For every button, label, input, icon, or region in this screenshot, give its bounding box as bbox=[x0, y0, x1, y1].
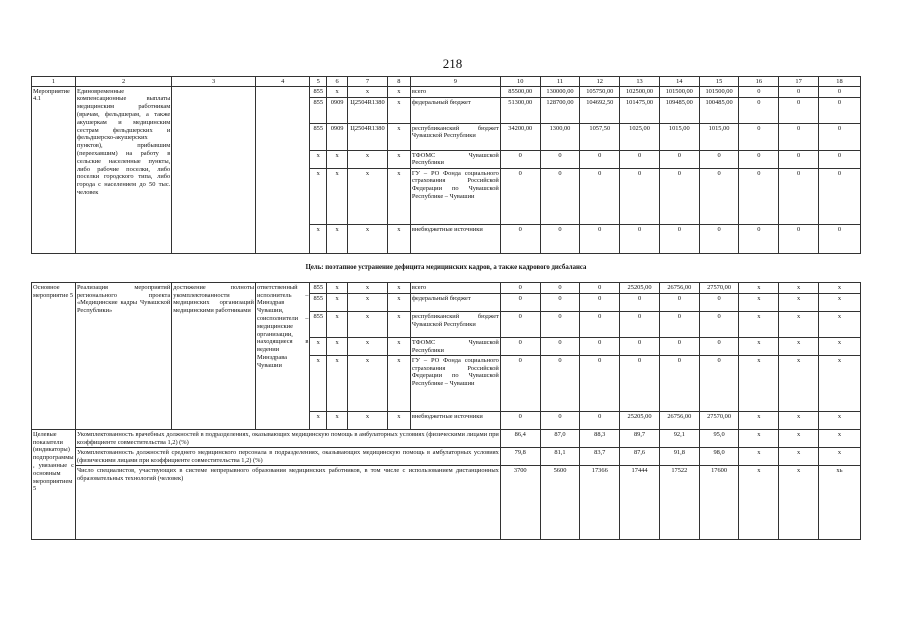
table-cell: х bbox=[387, 225, 410, 254]
table-cell: 1015,00 bbox=[699, 124, 739, 151]
page-number: 218 bbox=[442, 56, 463, 71]
table-cell: х bbox=[348, 87, 388, 98]
indicator-value: 95,0 bbox=[699, 430, 739, 448]
table-cell: х bbox=[327, 87, 348, 98]
table-cell: х bbox=[739, 312, 779, 338]
indicator-value: 92,1 bbox=[659, 430, 699, 448]
header-cell: 11 bbox=[540, 77, 580, 87]
header-cell: 18 bbox=[818, 77, 860, 87]
table-cell: 855 bbox=[310, 124, 327, 151]
table-cell: 0 bbox=[779, 98, 819, 124]
table-cell: 0 bbox=[699, 356, 739, 412]
funding-source: внебюджетные источники bbox=[410, 225, 500, 254]
table-cell: х bbox=[739, 294, 779, 312]
table-cell: 130000,00 bbox=[540, 87, 580, 98]
table-cell: х bbox=[779, 312, 819, 338]
table-cell: 0 bbox=[699, 169, 739, 225]
header-cell: 12 bbox=[580, 77, 620, 87]
table-cell: х bbox=[779, 283, 819, 294]
funding-source: ТФОМС Чувашской Республики bbox=[410, 151, 500, 169]
table-cell: 0 bbox=[659, 169, 699, 225]
table-cell: 51300,00 bbox=[500, 98, 540, 124]
table-cell: 0 bbox=[580, 338, 620, 356]
header-cell: 5 bbox=[310, 77, 327, 87]
table-cell: 0909 bbox=[327, 98, 348, 124]
header-cell: 2 bbox=[75, 77, 171, 87]
indicator-value: 87,0 bbox=[540, 430, 580, 448]
table-cell: х bbox=[327, 169, 348, 225]
table-cell: 0 bbox=[500, 225, 540, 254]
table-cell: 27570,00 bbox=[699, 283, 739, 294]
table-cell: 1057,50 bbox=[580, 124, 620, 151]
budget-table bbox=[31, 76, 861, 540]
indicator-value: х bbox=[779, 448, 819, 466]
table-cell: 0 bbox=[500, 294, 540, 312]
table-cell: Ц2504R1380 bbox=[348, 98, 388, 124]
table-cell: 855 bbox=[310, 312, 327, 338]
table-cell: 34200,00 bbox=[500, 124, 540, 151]
table-cell: х bbox=[387, 283, 410, 294]
table-cell: х bbox=[818, 312, 860, 338]
table-cell: 855 bbox=[310, 98, 327, 124]
table-cell: х bbox=[387, 87, 410, 98]
goal-row bbox=[32, 254, 861, 283]
header-cell: 8 bbox=[387, 77, 410, 87]
table-cell: х bbox=[387, 98, 410, 124]
table-cell: х bbox=[327, 225, 348, 254]
table-cell: 0 bbox=[659, 151, 699, 169]
indicator-value: 3700 bbox=[500, 466, 540, 540]
table-cell: 0 bbox=[500, 283, 540, 294]
table-cell: 0 bbox=[500, 356, 540, 412]
table-cell: х bbox=[779, 338, 819, 356]
table-cell: х bbox=[779, 412, 819, 430]
table-cell: 0 bbox=[580, 294, 620, 312]
table-cell: 0 bbox=[659, 312, 699, 338]
header-cell: 7 bbox=[348, 77, 388, 87]
table-cell: 0 bbox=[818, 151, 860, 169]
indicator-value: 87,6 bbox=[620, 448, 660, 466]
indicator-value: 91,8 bbox=[659, 448, 699, 466]
table-cell: х bbox=[818, 283, 860, 294]
table-cell: х bbox=[387, 356, 410, 412]
header-cell: 3 bbox=[172, 77, 256, 87]
table-cell: х bbox=[327, 312, 348, 338]
table-cell: х bbox=[310, 338, 327, 356]
table-cell: х bbox=[348, 283, 388, 294]
table-cell: 0 bbox=[659, 294, 699, 312]
indicator-value: 17444 bbox=[620, 466, 660, 540]
funding-source: республиканский бюджет Чувашской Республики bbox=[410, 124, 500, 151]
table-cell: 0 bbox=[699, 312, 739, 338]
measure-title: Единовременные компенсационные выплаты медицинским работникам (врачам, фельдшерам, а также акушеркам и медицинским сестрам фельдшерских и фельдшерско-акушерских пунктов), прибывшим (переехавшим) на работу в сельские населенные пункты, либо рабочие поселки, либо поселки городского типа, либо города с населением до 50 тыс. человек bbox=[75, 87, 171, 254]
table-cell: 26756,00 bbox=[659, 283, 699, 294]
table-cell: 25205,00 bbox=[620, 283, 660, 294]
table-cell: х bbox=[348, 225, 388, 254]
table-cell: 0 bbox=[620, 312, 660, 338]
table-cell: 27570,00 bbox=[699, 412, 739, 430]
table-cell: 0 bbox=[699, 294, 739, 312]
table-cell: 0 bbox=[540, 225, 580, 254]
header-cell: 17 bbox=[779, 77, 819, 87]
funding-source: всего bbox=[410, 87, 500, 98]
header-cell: 13 bbox=[620, 77, 660, 87]
table-cell: 0 bbox=[580, 151, 620, 169]
funding-source: ТФОМС Чувашской Республики bbox=[410, 338, 500, 356]
table-cell: х bbox=[327, 412, 348, 430]
table-cell: 0 bbox=[739, 169, 779, 225]
funding-source: ГУ – РО Фонда социального страхования Российской Федерации по Чувашской Республике – Чувашии bbox=[410, 356, 500, 412]
table-cell: 104692,50 bbox=[580, 98, 620, 124]
table-cell: х bbox=[327, 151, 348, 169]
table-cell: 0 bbox=[580, 169, 620, 225]
table-cell: х bbox=[739, 283, 779, 294]
indicator-value: х bbox=[818, 430, 860, 448]
indicator-value: хь bbox=[818, 466, 860, 540]
table-cell: х bbox=[818, 412, 860, 430]
table-cell: 26756,00 bbox=[659, 412, 699, 430]
indicator-value: 79,8 bbox=[500, 448, 540, 466]
table-cell: 0 bbox=[620, 338, 660, 356]
table-cell: х bbox=[348, 169, 388, 225]
table-cell: 0 bbox=[540, 169, 580, 225]
indicator-label: Укомплектованность врачебных должностей в подразделениях, оказывающих медицинскую помощь в амбулаторных условиях (физическими лицами при коэффициенте совместительства 1,2) (%) bbox=[75, 430, 500, 448]
indicator-value: х bbox=[739, 448, 779, 466]
table-cell: х bbox=[739, 338, 779, 356]
table-cell: х bbox=[739, 412, 779, 430]
indicator-value: 17366 bbox=[580, 466, 620, 540]
table-cell: 0 bbox=[659, 225, 699, 254]
indicator-value: 17600 bbox=[699, 466, 739, 540]
table-cell: 0 bbox=[779, 169, 819, 225]
table-cell: 100485,00 bbox=[699, 98, 739, 124]
table-cell: 0 bbox=[540, 283, 580, 294]
table-cell: 1015,00 bbox=[659, 124, 699, 151]
funding-source: федеральный бюджет bbox=[410, 294, 500, 312]
indicator-value: х bbox=[779, 466, 819, 540]
funding-source: республиканский бюджет Чувашской Республики bbox=[410, 312, 500, 338]
table-cell: х bbox=[779, 356, 819, 412]
table-cell: 0 bbox=[818, 225, 860, 254]
measure-goal bbox=[172, 87, 256, 254]
indicator-row bbox=[32, 448, 861, 466]
table-cell: 0 bbox=[739, 151, 779, 169]
measure-code: Мероприятие 4.1 bbox=[32, 87, 76, 254]
indicator-value: 5600 bbox=[540, 466, 580, 540]
header-cell: 4 bbox=[255, 77, 309, 87]
funding-source: всего bbox=[410, 283, 500, 294]
indicator-value: 89,7 bbox=[620, 430, 660, 448]
table-cell: х bbox=[818, 294, 860, 312]
indicator-value: х bbox=[779, 430, 819, 448]
table-cell: х bbox=[310, 225, 327, 254]
table-cell: х bbox=[779, 294, 819, 312]
table-cell: 0 bbox=[540, 312, 580, 338]
table-cell: 855 bbox=[310, 294, 327, 312]
table-cell: х bbox=[387, 338, 410, 356]
table-row bbox=[32, 283, 861, 294]
table-cell: х bbox=[387, 294, 410, 312]
table-cell: 0 bbox=[620, 294, 660, 312]
header-cell: 16 bbox=[739, 77, 779, 87]
table-cell: 0 bbox=[580, 225, 620, 254]
indicator-label: Число специалистов, участвующих в системе непрерывного образования медицинских работников, в том числе с использованием дистанционных образовательных технологий (человек) bbox=[75, 466, 500, 540]
indicator-row bbox=[32, 430, 861, 448]
header-cell: 6 bbox=[327, 77, 348, 87]
funding-source: внебюджетные источники bbox=[410, 412, 500, 430]
table-cell: 101500,00 bbox=[659, 87, 699, 98]
table-cell: 0 bbox=[620, 151, 660, 169]
table-cell: 0909 bbox=[327, 124, 348, 151]
table-cell: х bbox=[387, 151, 410, 169]
header-cell: 1 bbox=[32, 77, 76, 87]
measure-goal: достижение полноты укомплектованности медицинских организаций медицинскими работниками bbox=[172, 283, 256, 430]
table-cell: 1300,00 bbox=[540, 124, 580, 151]
indicator-value: 86,4 bbox=[500, 430, 540, 448]
table-cell: х bbox=[818, 338, 860, 356]
table-cell: 0 bbox=[779, 87, 819, 98]
table-cell: х bbox=[327, 338, 348, 356]
table-cell: 105750,00 bbox=[580, 87, 620, 98]
table-cell: 0 bbox=[739, 98, 779, 124]
table-cell: 0 bbox=[580, 356, 620, 412]
indicator-row bbox=[32, 466, 861, 540]
table-cell: х bbox=[310, 412, 327, 430]
table-cell: 0 bbox=[779, 225, 819, 254]
measure-executor bbox=[255, 87, 309, 254]
table-cell: х bbox=[327, 356, 348, 412]
indicator-value: х bbox=[818, 448, 860, 466]
table-cell: 0 bbox=[818, 124, 860, 151]
header-cell: 10 bbox=[500, 77, 540, 87]
table-cell: 128700,00 bbox=[540, 98, 580, 124]
table-cell: х bbox=[818, 356, 860, 412]
table-cell: 0 bbox=[659, 356, 699, 412]
table-cell: 0 bbox=[620, 169, 660, 225]
table-cell: 25205,00 bbox=[620, 412, 660, 430]
table-cell: 0 bbox=[540, 356, 580, 412]
indicators-caption: Целевые показатели (индикаторы) подпрограммы, увязанные с основным мероприятием 5 bbox=[32, 430, 76, 540]
indicator-value: х bbox=[739, 466, 779, 540]
indicator-value: 88,3 bbox=[580, 430, 620, 448]
table-cell: х bbox=[348, 412, 388, 430]
table-cell: 855 bbox=[310, 87, 327, 98]
table-row bbox=[32, 87, 861, 98]
goal-text: Цель: поэтапное устранение дефицита медицинских кадров, а также кадрового дисбаланса bbox=[32, 254, 861, 283]
indicator-value: 83,7 bbox=[580, 448, 620, 466]
table-cell: Ц2504R1380 bbox=[348, 124, 388, 151]
table-cell: х bbox=[739, 356, 779, 412]
table-cell: 0 bbox=[659, 338, 699, 356]
table-cell: 0 bbox=[580, 312, 620, 338]
table-cell: 0 bbox=[699, 151, 739, 169]
table-cell: 0 bbox=[699, 225, 739, 254]
measure-code: Основное мероприятие 5 bbox=[32, 283, 76, 430]
table-cell: 85500,00 bbox=[500, 87, 540, 98]
table-cell: 0 bbox=[500, 338, 540, 356]
table-cell: 0 bbox=[620, 356, 660, 412]
table-cell: 0 bbox=[739, 87, 779, 98]
table-cell: 0 bbox=[818, 169, 860, 225]
table-cell: х bbox=[348, 338, 388, 356]
table-cell: х bbox=[348, 151, 388, 169]
table-cell: 0 bbox=[540, 294, 580, 312]
table-cell: 0 bbox=[540, 151, 580, 169]
table-cell: 0 bbox=[580, 412, 620, 430]
indicator-value: 98,0 bbox=[699, 448, 739, 466]
measure-executor: ответственный исполнитель – Минздрав Чувашии, соисполнители – медицинские организации, находящиеся в ведении Минздрава Чувашии bbox=[255, 283, 309, 430]
table-cell: 0 bbox=[779, 124, 819, 151]
funding-source: федеральный бюджет bbox=[410, 98, 500, 124]
header-row bbox=[32, 77, 861, 87]
table-cell: 101500,00 bbox=[699, 87, 739, 98]
table-cell: х bbox=[348, 294, 388, 312]
measure-title: Реализация мероприятий регионального проекта «Медицинские кадры Чувашской Республики» bbox=[75, 283, 171, 430]
table-cell: 0 bbox=[540, 412, 580, 430]
table-cell: х bbox=[387, 412, 410, 430]
indicator-value: 17522 bbox=[659, 466, 699, 540]
table-cell: х bbox=[310, 356, 327, 412]
table-cell: х bbox=[387, 169, 410, 225]
table-cell: 102500,00 bbox=[620, 87, 660, 98]
table-cell: х bbox=[310, 151, 327, 169]
table-cell: 0 bbox=[500, 151, 540, 169]
indicator-value: 81,1 bbox=[540, 448, 580, 466]
table-cell: х bbox=[327, 294, 348, 312]
table-cell: х bbox=[310, 169, 327, 225]
table-cell: 855 bbox=[310, 283, 327, 294]
table-cell: х bbox=[327, 283, 348, 294]
table-cell: 0 bbox=[580, 283, 620, 294]
table-cell: 0 bbox=[739, 225, 779, 254]
table-cell: х bbox=[348, 356, 388, 412]
table-cell: 0 bbox=[779, 151, 819, 169]
table-cell: 0 bbox=[699, 338, 739, 356]
table-cell: х bbox=[387, 312, 410, 338]
header-cell: 9 bbox=[410, 77, 500, 87]
table-cell: 0 bbox=[500, 169, 540, 225]
header-cell: 15 bbox=[699, 77, 739, 87]
table-cell: 0 bbox=[620, 225, 660, 254]
funding-source: ГУ – РО Фонда социального страхования Российской Федерации по Чувашской Республике – Чувашии bbox=[410, 169, 500, 225]
header-cell: 14 bbox=[659, 77, 699, 87]
table-cell: 0 bbox=[818, 87, 860, 98]
indicator-label: Укомплектованность должностей среднего медицинского персонала в подразделениях, оказывающих медицинскую помощь в амбулаторных условиях (физическими лицами при коэффициенте совместительства 1,2) (%) bbox=[75, 448, 500, 466]
table-cell: 101475,00 bbox=[620, 98, 660, 124]
table-cell: 1025,00 bbox=[620, 124, 660, 151]
table-cell: 0 bbox=[739, 124, 779, 151]
table-cell: х bbox=[348, 312, 388, 338]
table-cell: 0 bbox=[818, 98, 860, 124]
indicator-value: х bbox=[739, 430, 779, 448]
table-cell: 0 bbox=[500, 312, 540, 338]
table-cell: х bbox=[387, 124, 410, 151]
table-cell: 0 bbox=[540, 338, 580, 356]
table-cell: 0 bbox=[500, 412, 540, 430]
table-cell: 109485,00 bbox=[659, 98, 699, 124]
